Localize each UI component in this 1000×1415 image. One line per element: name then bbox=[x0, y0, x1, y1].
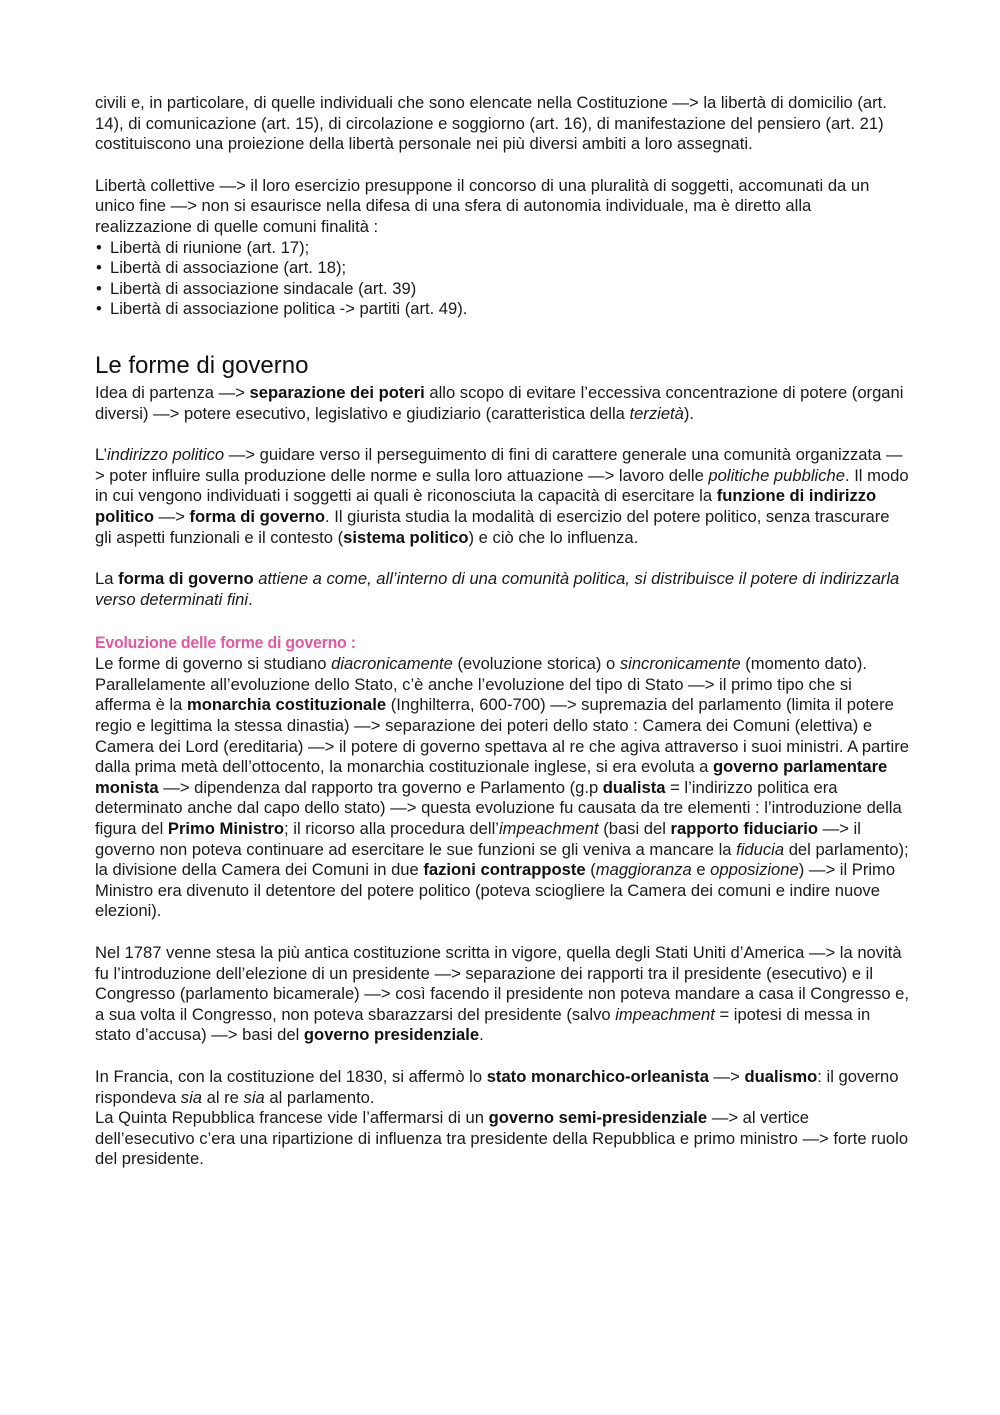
text-run: allo scopo di evitare l’eccessiva concentrazione di potere (organi diversi) —> potere esecutivo, legislativo e giudiziario (caratteristica della bbox=[95, 382, 904, 423]
text-run: civili e, in particolare, di quelle individuali che sono elencate nella Costituzione —> la libertà di domicilio (art. 14), di comunicazione (art. 15), di circolazione e soggiorno (art. 16), di manifestazione del pensiero (art. 21) costituiscono una proiezione della libertà personale nei più diversi ambiti a loro assegnati. bbox=[95, 93, 887, 154]
bold-term: rapporto fiduciario bbox=[670, 819, 819, 839]
text-run: In Francia, con la costituzione del 1830, si affermò lo bbox=[95, 1066, 487, 1086]
italic-term: sia bbox=[180, 1087, 203, 1107]
text-run: Nel 1787 venne stesa la più antica costituzione scritta in vigore, quella degli Stati Uniti d’America —> la novità fu l’introduzione dell’elezione di un presidente —> separazione dei rapporti tra il presidente (esecutivo) e il Congresso (parlamento bicamerale) —> così facendo il presidente non poteva mandare a casa il Congresso e, a sua volta il Congresso, non poteva sbarazzarsi del presidente (salvo bbox=[95, 943, 910, 1024]
text-run: —> bbox=[154, 506, 190, 526]
text-run: : il governo rispondeva bbox=[95, 1066, 899, 1107]
text-run: —> bbox=[708, 1066, 745, 1086]
text-run: —> dipendenza dal rapporto tra governo e Parlamento (g.p bbox=[158, 777, 603, 797]
italic-term: diacronicamente bbox=[331, 654, 453, 674]
text-run: La Quinta Repubblica francese vide l’affermarsi di un bbox=[95, 1108, 489, 1128]
text-run: —> il governo non poteva continuare ad esercitare le sue funzioni se gli veniva a mancare la bbox=[95, 819, 861, 859]
bold-term: sistema politico bbox=[343, 527, 469, 547]
list-item: • Libertà di associazione politica -> partiti (art. 49). bbox=[95, 299, 910, 320]
text-run: . Il modo in cui vengono individuati i soggetti ai quali è riconosciuta la capacità di esercitare la bbox=[95, 465, 909, 506]
bold-term: fazioni contrapposte bbox=[423, 860, 586, 880]
text-run: Le forme di governo si studiano bbox=[95, 654, 332, 674]
section-title: Le forme di governo bbox=[95, 351, 309, 379]
text-run: (Inghilterra, 600-700) —> supremazia del parlamento (limita il potere regio e legittima la stessa dinastia) —> separazione dei poteri dello stato : Camera dei Comuni (elettiva) e Camera dei Lord (ereditaria) —> il potere di governo spettava al re che agiva attraverso i suoi ministri. A partire dalla prima metà dell’ottocento, la monarchia costituzionale inglese, si era evoluta a bbox=[95, 695, 909, 777]
bold-term: governo presidenziale bbox=[303, 1025, 480, 1045]
bold-term: dualista bbox=[602, 777, 666, 797]
text-run: Libertà collettive —> il loro esercizio presuppone il concorso di una pluralità di soggetti, accomunati da un unico fine —> non si esaurisce nella difesa di una sfera di autonomia individuale, ma è diretto alla realizzazione di quelle comuni finalità : bbox=[95, 175, 870, 236]
text-run: —> al vertice dell’esecutivo c’era una ripartizione di influenza tra presidente della Repubblica e primo ministro —> forte ruolo del presidente. bbox=[95, 1108, 909, 1169]
italic-term: sia bbox=[243, 1087, 265, 1107]
bold-term: separazione dei poteri bbox=[249, 382, 425, 402]
text-run: del parlamento); la divisione della Camera dei Comuni in due bbox=[95, 839, 909, 880]
list-item: • Libertà di riunione (art. 17); bbox=[95, 238, 910, 259]
text-run: ; il ricorso alla procedura dell’ bbox=[284, 819, 499, 839]
bold-term: Primo Ministro bbox=[167, 819, 285, 839]
bold-term: monarchia costituzionale bbox=[186, 695, 387, 715]
italic-term: terzietà bbox=[629, 403, 684, 423]
text-run: = l’indirizzo politica era determinato anche dal capo dello stato) —> questa evoluzione fu causata da tre elementi : l’introduzione della figura del bbox=[95, 777, 902, 839]
bold-term: governo semi-presidenziale bbox=[488, 1108, 708, 1128]
bold-term: funzione di indirizzo politico bbox=[95, 486, 877, 526]
italic-term: impeachment bbox=[498, 819, 599, 839]
italic-term: impeachment bbox=[615, 1004, 715, 1024]
text-run: = ipotesi di messa in stato d’accusa) —> basi del bbox=[95, 1004, 871, 1045]
collective-freedoms-list bbox=[95, 238, 910, 320]
bold-term: stato monarchico-orleanista bbox=[486, 1066, 709, 1086]
italic-term: sincronicamente bbox=[619, 654, 741, 674]
text-run: ) e ciò che lo influenza. bbox=[468, 527, 639, 547]
subheading: Evoluzione delle forme di governo : bbox=[95, 634, 356, 653]
text-run: —> guidare verso il perseguimento di fini di carattere generale una comunità organizzata —> poter influire sulla produzione delle norme e sulla loro attuazione —> lavoro delle bbox=[95, 445, 903, 485]
text-run: L’ bbox=[95, 445, 107, 465]
text-run: (basi del bbox=[598, 819, 671, 839]
text-run: (evoluzione storica) o bbox=[452, 654, 620, 674]
bold-term: forma di governo bbox=[118, 569, 254, 589]
intro-paragraph bbox=[95, 93, 910, 155]
text-run: Parallelamente all’evoluzione dello Stato, c’è anche l’evoluzione del tipo di Stato —> il primo tipo che si afferma è la bbox=[95, 674, 852, 715]
collective-freedoms-paragraph bbox=[95, 176, 910, 238]
text-run: ) —> il Primo Ministro era divenuto il detentore del potere politico (poteva sciogliere la Camera dei comuni e indire nuove elezioni). bbox=[95, 860, 896, 921]
idea-paragraph bbox=[95, 383, 910, 424]
italic-term: opposizione bbox=[710, 860, 799, 880]
text-run: Idea di partenza —> bbox=[95, 382, 250, 402]
fifth-republic-paragraph bbox=[95, 1108, 910, 1170]
bold-term: dualismo bbox=[744, 1066, 818, 1086]
text-run: . bbox=[479, 1025, 484, 1045]
indirizzo-paragraph bbox=[95, 445, 910, 548]
text-run: La bbox=[95, 569, 119, 589]
list-item: • Libertà di associazione sindacale (art. 39) bbox=[95, 279, 910, 300]
italic-term: attiene a come, all’interno di una comunità politica, si distribuisce il potere di indirizzarla verso determinati fini bbox=[95, 569, 900, 609]
studio-paragraph bbox=[95, 654, 910, 675]
text-run: ( bbox=[585, 860, 596, 880]
text-run: (momento dato). bbox=[740, 654, 868, 674]
italic-term: fiducia bbox=[736, 839, 785, 859]
definition-paragraph bbox=[95, 569, 910, 610]
italic-term: politiche pubbliche bbox=[708, 465, 845, 485]
bold-term: forma di governo bbox=[189, 506, 326, 526]
text-run: . bbox=[248, 589, 253, 609]
text-run: . Il giurista studia la modalità di esercizio del potere politico, senza trascurare gli aspetti funzionali e il contesto ( bbox=[95, 506, 890, 547]
bold-term: governo parlamentare monista bbox=[95, 757, 888, 797]
italic-term: indirizzo politico bbox=[107, 445, 225, 465]
text-run: al re bbox=[202, 1087, 244, 1107]
text-run: al parlamento. bbox=[264, 1087, 375, 1107]
usa-paragraph bbox=[95, 943, 910, 1046]
evolution-paragraph bbox=[95, 675, 910, 922]
italic-term: maggioranza bbox=[595, 860, 692, 880]
france-paragraph bbox=[95, 1067, 910, 1108]
list-item: • Libertà di associazione (art. 18); bbox=[95, 258, 910, 279]
document-page bbox=[95, 93, 910, 1170]
text-run: ). bbox=[683, 403, 695, 423]
text-run: e bbox=[691, 860, 711, 880]
